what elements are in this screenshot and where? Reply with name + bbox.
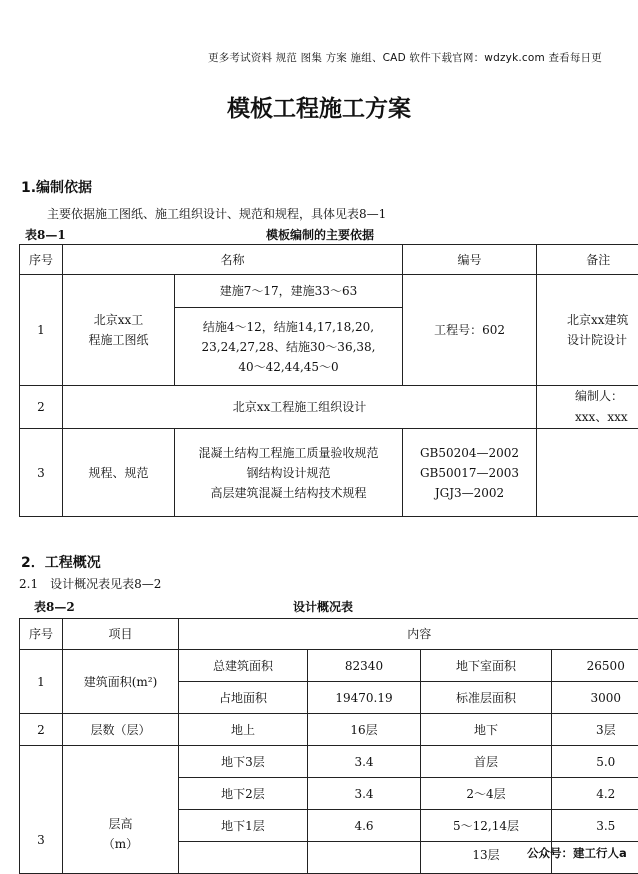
column-header: 内容 [179, 619, 638, 650]
column-header: 序号 [20, 245, 63, 275]
cell-line: 40～42,44,45～0 [175, 357, 402, 377]
value-cell: 19470.19 [308, 682, 421, 714]
note-cell [537, 429, 638, 517]
row-number: 2 [20, 714, 63, 746]
footer-watermark-text: 公众号：建工行人a [527, 845, 627, 861]
name-cell: 规程、规范 [63, 429, 175, 517]
table-header-row [20, 619, 638, 650]
note-cell [537, 386, 638, 429]
value-cell: 3.5 [552, 810, 638, 842]
label-cell: 占地面积 [179, 682, 308, 714]
cell-line: 高层建筑混凝土结构技术规程 [175, 483, 402, 503]
design-overview-table [19, 618, 638, 874]
name-cell: 北京xx工程施工组织设计 [63, 386, 537, 429]
value-cell: 16层 [308, 714, 421, 746]
cell-line: 北京xx建筑 [567, 310, 638, 330]
basis-table [19, 244, 638, 517]
item-cell: 建筑面积(m²) [63, 650, 179, 714]
label-cell: 地下2层 [179, 778, 308, 810]
drawing-name-cell [63, 275, 175, 386]
row-number: 3 [20, 746, 63, 874]
value-cell [308, 842, 421, 874]
table-1-label: 表8—1 [25, 226, 66, 243]
document-title: 模板工程施工方案 [0, 90, 638, 123]
code-cell [403, 429, 537, 517]
column-header: 项目 [63, 619, 179, 650]
row-number: 3 [20, 429, 63, 517]
label-cell: 5～12,14层 [421, 810, 552, 842]
value-cell: 26500 [552, 650, 638, 682]
row-number: 1 [20, 650, 63, 714]
cell-line: 钢结构设计规范 [175, 463, 402, 483]
cell-line: xxx、xxx [575, 407, 638, 428]
note-cell [537, 275, 638, 386]
value-cell: 82340 [308, 650, 421, 682]
section-heading-2: 2．工程概况 [21, 552, 101, 572]
label-cell: 首层 [421, 746, 552, 778]
value-cell: 4.6 [308, 810, 421, 842]
cell-line: 混凝土结构工程施工质量验收规范 [175, 443, 402, 463]
section-heading-1: 1.编制依据 [21, 177, 92, 197]
cell-line: JGJ3—2002 [403, 483, 536, 503]
table-row [20, 714, 638, 746]
column-header: 编号 [403, 245, 537, 275]
column-header: 序号 [20, 619, 63, 650]
table-header-row [20, 245, 638, 275]
table-row [20, 746, 638, 778]
value-cell: 4.2 [552, 778, 638, 810]
label-cell: 2～4层 [421, 778, 552, 810]
table-1-title: 模板编制的主要依据 [266, 226, 374, 243]
cell-line: 编制人： [575, 386, 638, 407]
cell-line: GB50204—2002 [403, 443, 536, 463]
cell-line: 设计院设计 [567, 330, 638, 350]
label-cell: 地下1层 [179, 810, 308, 842]
item-cell [63, 746, 179, 874]
cell-line: GB50017—2003 [403, 463, 536, 483]
cell-line: （m） [63, 834, 178, 854]
column-header: 名称 [63, 245, 403, 275]
label-cell: 地下3层 [179, 746, 308, 778]
table-row [20, 429, 638, 517]
label-cell [179, 842, 308, 874]
row-number: 1 [20, 275, 63, 386]
value-cell: 3000 [552, 682, 638, 714]
column-header: 备注 [537, 245, 638, 275]
value-cell: 3.4 [308, 746, 421, 778]
cell-line: 结施4～12，结施14,17,18,20, [175, 317, 402, 337]
cell-line: 北京xx工 [63, 310, 174, 330]
label-cell: 13层 [421, 842, 552, 874]
value-cell: 3.4 [308, 778, 421, 810]
code-cell: 工程号：602 [403, 275, 537, 386]
cell-line: 程施工图纸 [63, 330, 174, 350]
table-row [20, 650, 638, 682]
value-cell: 5.0 [552, 746, 638, 778]
drawing-item-cell: 建施7～17，建施33～63 [175, 275, 403, 308]
table-2-title: 设计概况表 [293, 598, 353, 615]
cell-line: 23,24,27,28、结施30～36,38, [175, 337, 402, 357]
section-2-subheading: 2.1 设计概况表见表8—2 [19, 575, 161, 592]
label-cell: 总建筑面积 [179, 650, 308, 682]
section-1-paragraph: 主要依据施工图纸、施工组织设计、规范和规程，具体见表8—1 [47, 205, 386, 222]
label-cell: 地上 [179, 714, 308, 746]
download-site-header: 更多考试资料 规范 图集 方案 施组、CAD 软件下载官网：wdzyk.com 查看每日更 [208, 50, 602, 65]
drawing-item-cell [175, 308, 403, 386]
label-cell: 地下室面积 [421, 650, 552, 682]
value-cell: 3层 [552, 714, 638, 746]
table-2-label: 表8—2 [34, 598, 75, 615]
cell-line: 层高 [63, 814, 178, 834]
label-cell: 地下 [421, 714, 552, 746]
table-row [20, 275, 638, 308]
table-row [20, 386, 638, 429]
item-cell: 层数（层） [63, 714, 179, 746]
row-number: 2 [20, 386, 63, 429]
label-cell: 标准层面积 [421, 682, 552, 714]
standards-cell [175, 429, 403, 517]
